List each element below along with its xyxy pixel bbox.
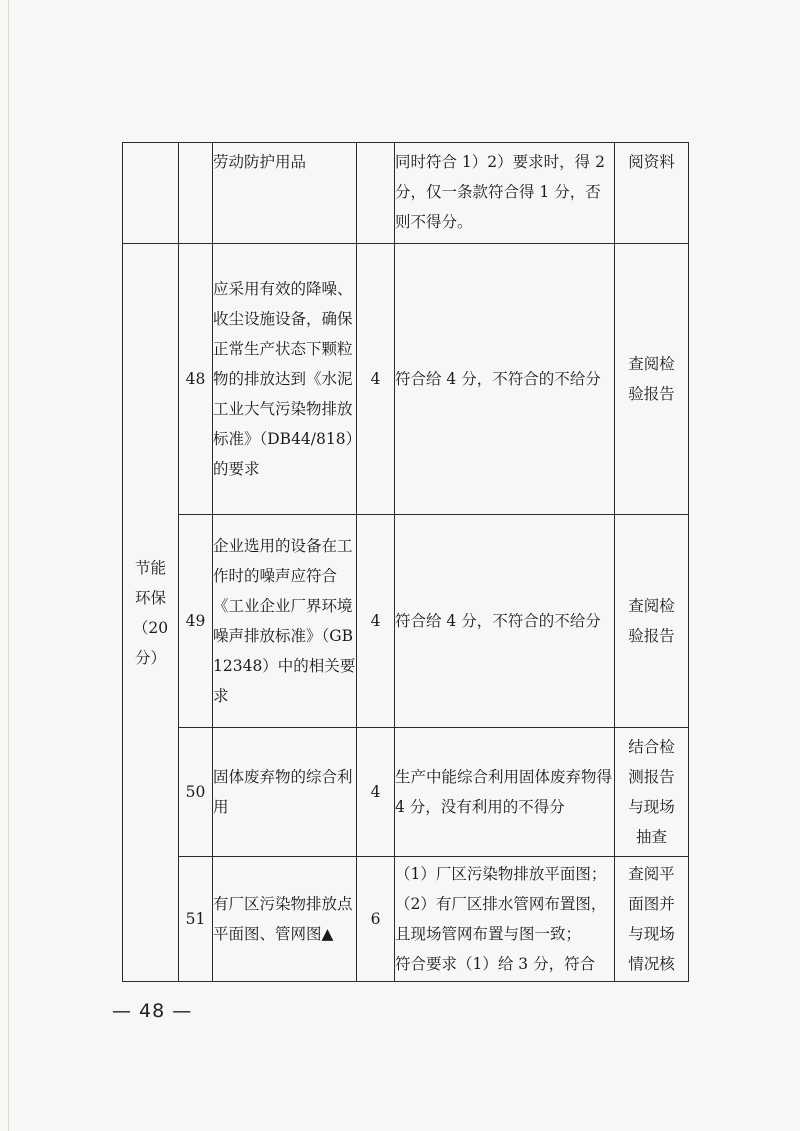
item-number: 48 <box>179 244 213 515</box>
table-row <box>123 728 689 857</box>
table-row <box>123 857 689 982</box>
table-row-continuation <box>123 143 689 244</box>
scoring-table <box>122 142 689 982</box>
score-cell: 6 <box>357 857 395 982</box>
method-cell: 阅资料 <box>615 143 689 244</box>
item-number: 50 <box>179 728 213 857</box>
rule-cell: 生产中能综合利用固体废弃物得 4 分，没有利用的不得分 <box>395 728 615 857</box>
score-cell: 4 <box>357 515 395 728</box>
page-edge-line <box>8 0 9 1131</box>
score-cell: 4 <box>357 244 395 515</box>
rule-cell: （1）厂区污染物排放平面图； （2）有厂区排水管网布置图，且现场管网布置与图一致； 符合要求（1）给 3 分，符合 <box>395 857 615 982</box>
category-cell-empty <box>123 143 179 244</box>
rule-cell: 符合给 4 分，不符合的不给分 <box>395 244 615 515</box>
item-cell: 应采用有效的降噪、收尘设施设备，确保正常生产状态下颗粒物的排放达到《水泥工业大气污染物排放标准》（DB44/818）的要求 <box>213 244 357 515</box>
method-cell: 查阅平 面图并 与现场 情况核 <box>615 857 689 982</box>
method-cell: 结合检 测报告 与现场 抽查 <box>615 728 689 857</box>
table-row <box>123 515 689 728</box>
item-number: 51 <box>179 857 213 982</box>
method-cell: 查阅检 验报告 <box>615 244 689 515</box>
item-number: 49 <box>179 515 213 728</box>
page-number: — 48 — <box>112 1000 193 1022</box>
item-cell: 固体废弃物的综合利用 <box>213 728 357 857</box>
score-cell: 4 <box>357 728 395 857</box>
rule-cell: 符合给 4 分，不符合的不给分 <box>395 515 615 728</box>
score-cell-empty <box>357 143 395 244</box>
item-cell: 有厂区污染物排放点平面图、管网图▲ <box>213 857 357 982</box>
method-cell: 查阅检 验报告 <box>615 515 689 728</box>
item-cell: 企业选用的设备在工作时的噪声应符合《工业企业厂界环境噪声排放标准》（GB 12348）中的相关要求 <box>213 515 357 728</box>
category-cell: 节能 环保（20 分） <box>123 244 179 982</box>
item-cell: 劳动防护用品 <box>213 143 357 244</box>
rule-cell: 同时符合 1）2）要求时，得 2 分，仅一条款符合得 1 分，否则不得分。 <box>395 143 615 244</box>
table-row <box>123 244 689 515</box>
number-cell-empty <box>179 143 213 244</box>
